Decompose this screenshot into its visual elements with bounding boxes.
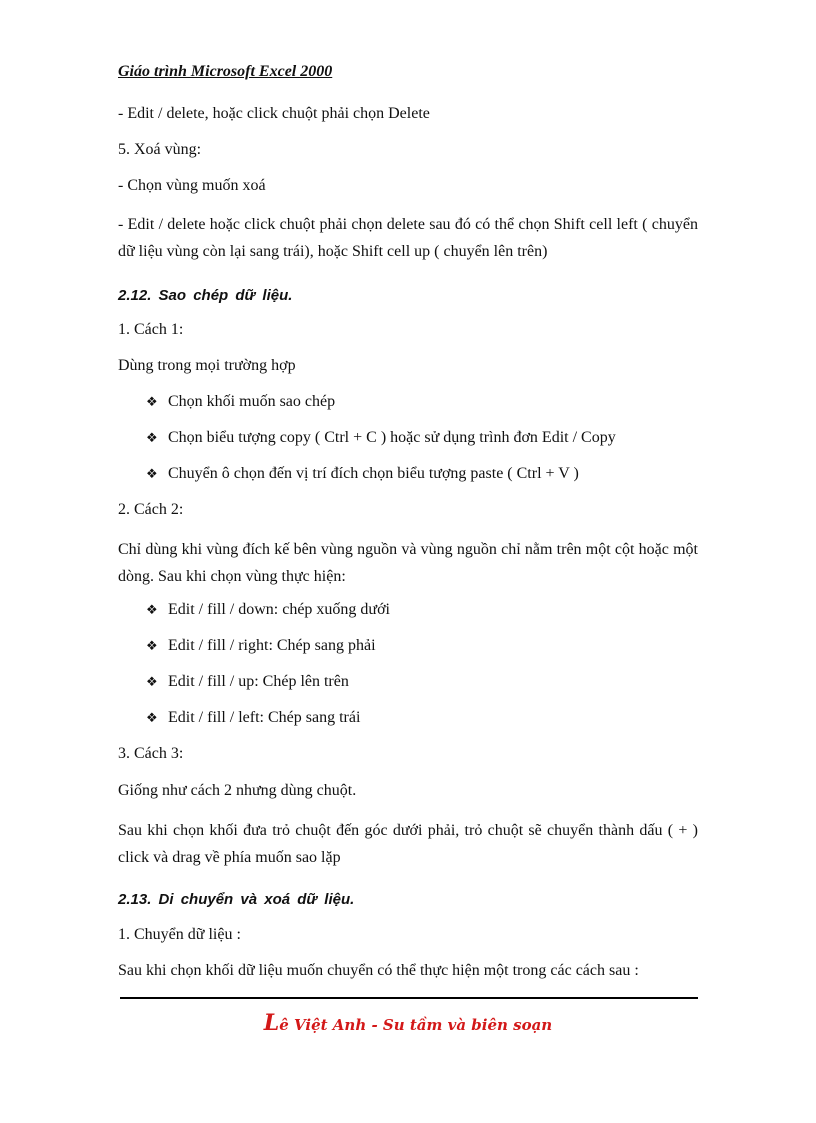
text-line: 2. Cách 2: [118, 501, 184, 518]
list-item-text: Chuyển ô chọn đến vị trí đích chọn biểu tượng paste ( Ctrl + V ) [168, 465, 579, 482]
bullet-icon: ❖ [146, 430, 158, 445]
bullet-icon: ❖ [146, 710, 158, 725]
bullet-icon: ❖ [146, 638, 158, 653]
text-line: Sau khi chọn khối dữ liệu muốn chuyển có thể thực hiện một trong các cách sau : [118, 962, 639, 979]
text-line: Giống như cách 2 nhưng dùng chuột. [118, 782, 357, 799]
document-header: Giáo trình Microsoft Excel 2000 [118, 63, 333, 80]
footer-signature [0, 1010, 816, 1036]
paragraph: Sau khi chọn khối đưa trỏ chuột đến góc dưới phải, trỏ chuột sẽ chuyển thành dấu ( + ) click và drag về phía muốn sao lặp [118, 822, 698, 866]
list-item [146, 392, 335, 412]
list-item [146, 428, 616, 448]
list-item-text: Edit / fill / down: chép xuống dưới [168, 601, 390, 618]
text-line: - Chọn vùng muốn xoá [118, 177, 266, 194]
section-heading: 2.13. Di chuyển và xoá dữ liệu. [118, 891, 355, 908]
bullet-icon: ❖ [146, 466, 158, 481]
paragraph: Chỉ dùng khi vùng đích kế bên vùng nguồn và vùng nguồn chỉ nằm trên một cột hoặc một dòng. Sau khi chọn vùng thực hiện: [118, 541, 698, 585]
text-line: - Edit / delete, hoặc click chuột phải chọn Delete [118, 105, 430, 122]
list-item-text: Edit / fill / right: Chép sang phải [168, 637, 376, 654]
list-item-text: Chọn khối muốn sao chép [168, 393, 336, 410]
list-item [146, 708, 360, 728]
list-item [146, 636, 376, 656]
bullet-icon: ❖ [146, 674, 158, 689]
bullet-icon: ❖ [146, 602, 158, 617]
text-line: 3. Cách 3: [118, 745, 184, 762]
text-line: 5. Xoá vùng: [118, 141, 202, 158]
list-item [146, 600, 390, 620]
footer-divider [120, 997, 698, 999]
list-item-text: Edit / fill / up: Chép lên trên [168, 673, 349, 690]
section-heading: 2.12. Sao chép dữ liệu. [118, 287, 293, 304]
paragraph: - Edit / delete hoặc click chuột phải chọn delete sau đó có thể chọn Shift cell left ( chuyển dữ liệu vùng còn lại sang trái), hoặc Shift cell up ( chuyển lên trên) [118, 216, 698, 260]
list-item [146, 672, 349, 692]
footer-text: ê Việt Anh - Su tầm và biên soạn [279, 1016, 553, 1034]
text-line: 1. Chuyển dữ liệu : [118, 926, 241, 943]
bullet-icon: ❖ [146, 394, 158, 409]
list-item-text: Edit / fill / left: Chép sang trái [168, 709, 361, 726]
text-line: Dùng trong mọi trường hợp [118, 357, 296, 374]
footer-initial: L [263, 1010, 280, 1036]
list-item [146, 464, 579, 484]
list-item-text: Chọn biểu tượng copy ( Ctrl + C ) hoặc sử dụng trình đơn Edit / Copy [168, 429, 616, 446]
text-line: 1. Cách 1: [118, 321, 184, 338]
